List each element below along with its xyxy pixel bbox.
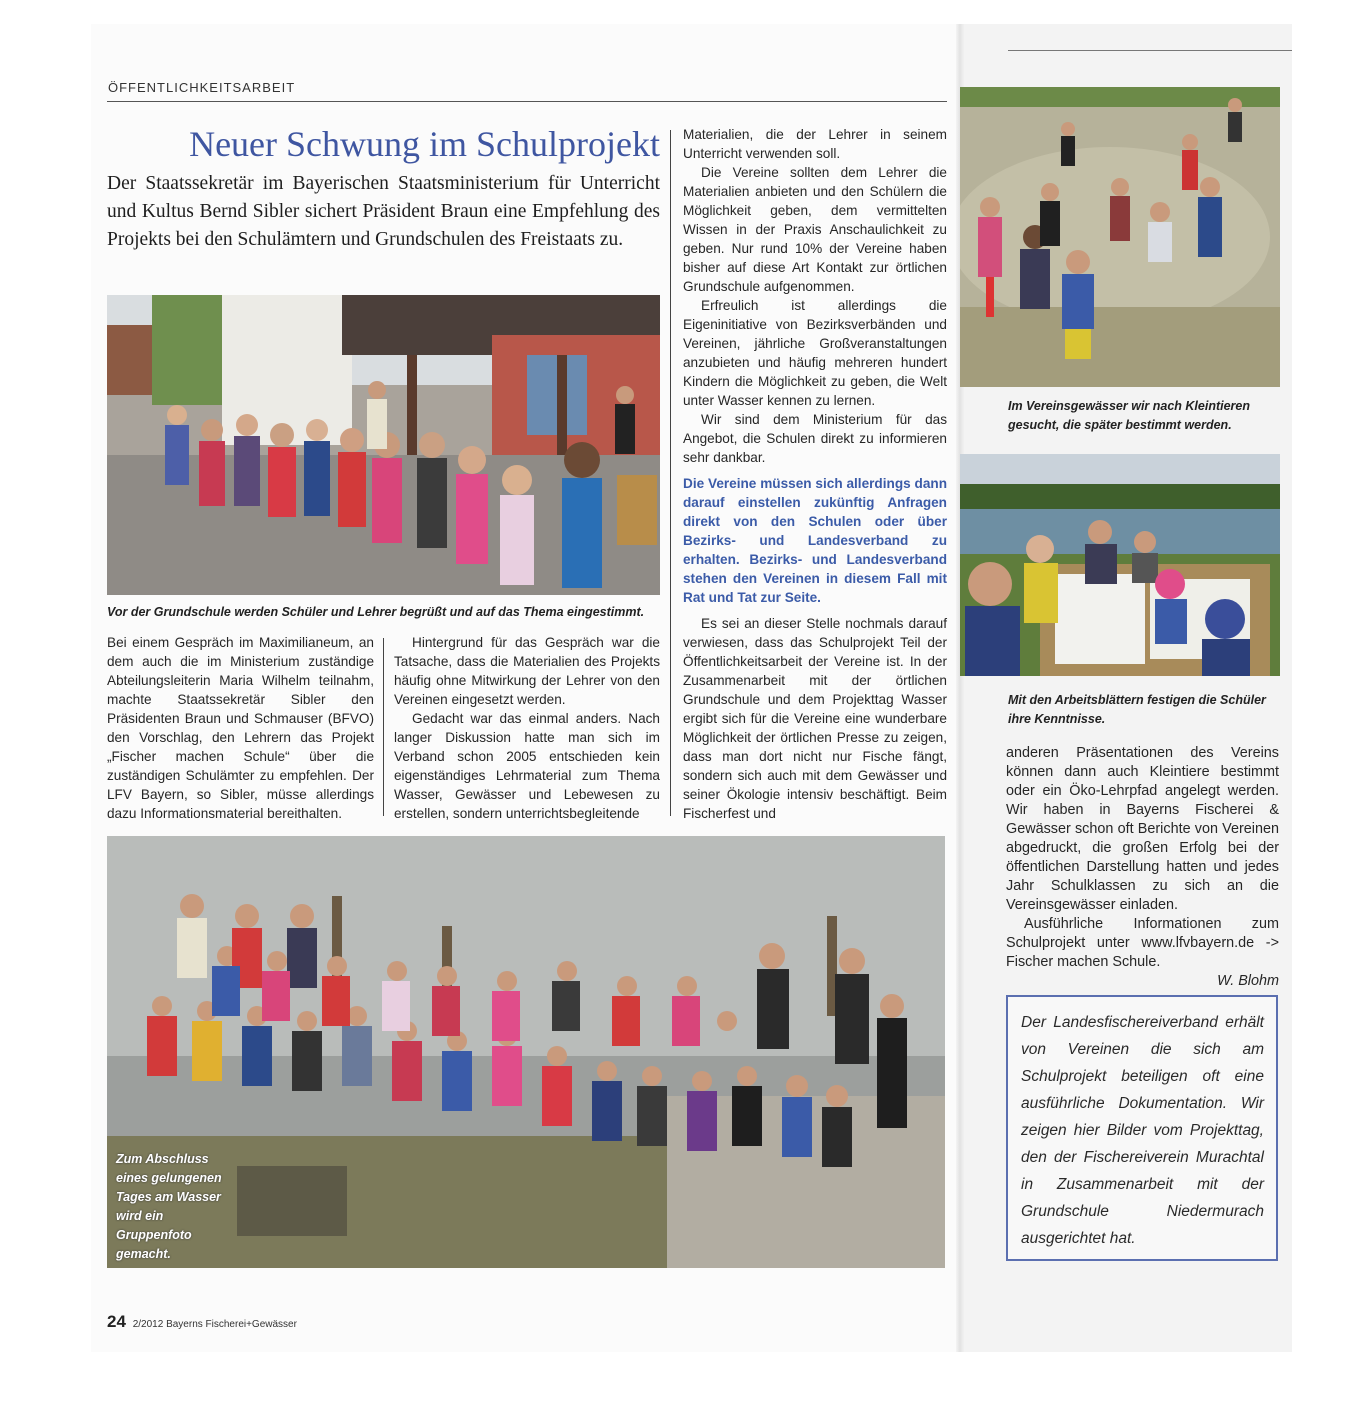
paragraph: anderen Präsentationen des Vereins können dann auch Kleintiere bestimmt oder ein Öko-Lehrpfad angelegt werden. Wir haben in Bayerns Fischerei & Gewässer schon oft Berichte von Vereinen abgedruckt, die großen Erfolg bei der öffentlichen Darstellung hatten und jedes Jahr Schulklassen zu sich an die Vereinsgewässer einladen. bbox=[1006, 745, 1279, 913]
column-divider bbox=[383, 638, 384, 816]
photo-worksheets bbox=[960, 454, 1280, 676]
section-label: ÖFFENTLICHKEITSARBEIT bbox=[108, 80, 296, 95]
article-subtitle: Der Staatssekretär im Bayerischen Staatsministerium für Unterricht und Kultus Bernd Sibler sichert Präsident Braun eine Empfehlung des Projekts bei den Schulämtern und Grundschulen des Freistaats zu. bbox=[107, 173, 660, 250]
text-column-1 bbox=[107, 633, 374, 823]
caption-worksheets: Mit den Arbeitsblättern festigen die Schüler ihre Kenntnisse. bbox=[1008, 693, 1266, 726]
author: W. Blohm bbox=[1217, 973, 1279, 989]
paragraph: Gedacht war das einmal anders. Nach langer Diskussion hatte man sich im Verband schon 2005 entschieden kein eigenständiges Lehrmaterial zum Thema Wasser, Gewässer und Lebewesen zu erstellen, sondern unterrichtsbegleitende bbox=[394, 711, 660, 821]
caption-water: Im Vereinsgewässer wir nach Kleintieren gesucht, die später bestimmt werden. bbox=[1008, 399, 1250, 432]
highlight-paragraph: Die Vereine müssen sich allerdings dann darauf einstellen zukünftig Anfragen direkt von den Schulen oder über Bezirks- und Landesverband zu erhalten. Bezirks- und Landesverband stehen den Vereinen in diesem Fall mit Rat und Tat zur Seite. bbox=[683, 476, 947, 605]
text-column-4 bbox=[1006, 744, 1279, 991]
photo-water-search bbox=[960, 87, 1280, 387]
issue-label: 2/2012 Bayerns Fischerei+Gewässer bbox=[132, 1319, 297, 1330]
paragraph: Wir sind dem Ministerium für das Angebot, die Schulen direkt zu informieren sehr dankbar. bbox=[683, 412, 947, 465]
caption-group: Zum Abschluss eines gelungenen Tages am Wasser wird ein Gruppenfoto gemacht. bbox=[116, 1152, 222, 1261]
paragraph: Materialien, die der Lehrer in seinem Unterricht verwenden soll. bbox=[683, 127, 947, 161]
info-box: Der Landesfischereiverband erhält von Vereinen die sich am Schulprojekt beteiligen oft eine ausführliche Dokumentation. Wir zeigen hier Bilder vom Projekttag, den der Fischereiverein Murachtal in Zusammenarbeit mit der Grundschule Niedermurach ausgerichtet hat. bbox=[1006, 995, 1278, 1261]
paragraph: Erfreulich ist allerdings die Eigeninitiative von Bezirksverbänden und Vereinen, jährliche Großveranstaltungen anzubieten und häufig mehreren hundert Kindern die Möglichkeit zu geben, die Welt unter Wasser kennen zu lernen. bbox=[683, 298, 947, 408]
text-column-3-bottom bbox=[683, 614, 947, 823]
photo-school-courtyard bbox=[107, 295, 660, 595]
paragraph: Es sei an dieser Stelle nochmals darauf verwiesen, dass das Schulprojekt Teil der Öffentlichkeitsarbeit der Vereine ist. In der Zusammenarbeit mit der örtlichen Grundschule und dem Projekttag Wasser ergibt sich für die Vereine eine wunderbare Möglichkeit der örtlichen Presse zu zeigen, dass man dort nicht nur Fische fängt, sondern sich auch mit dem Gewässer und seiner Ökologie intensiv beschäftigt. Beim Fischerfest und bbox=[683, 616, 947, 821]
caption-school: Vor der Grundschule werden Schüler und Lehrer begrüßt und auf das Thema eingestimmt. bbox=[107, 605, 645, 619]
paragraph: Ausführliche Informationen zum Schulprojekt unter www.lfvbayern.de -> Fischer machen Schule. bbox=[1006, 916, 1279, 970]
paragraph: Die Vereine sollten dem Lehrer die Materialien anbieten und den Schülern die Möglichkeit geben, dem vermittelten Wissen in der Praxis Anschaulichkeit zu geben. Nur rund 10% der Vereine haben bisher auf diese Art Kontakt zur örtlichen Grundschule aufgenommen. bbox=[683, 165, 947, 294]
paragraph: Hintergrund für das Gespräch war die Tatsache, dass die Materialien des Projekts häufig ohne Mitwirkung der Lehrer von den Vereinen eingesetzt werden. bbox=[394, 635, 660, 707]
page-footer bbox=[107, 1312, 297, 1332]
article-title: Neuer Schwung im Schulprojekt bbox=[189, 124, 660, 164]
text-column-2 bbox=[394, 633, 660, 823]
header-rule bbox=[107, 101, 947, 102]
text-column-3-top bbox=[683, 125, 947, 467]
column-divider bbox=[670, 130, 671, 816]
paragraph: Bei einem Gespräch im Maximilianeum, an dem auch die im Ministerium zuständige Abteilungsleiterin Maria Wilhelm teilnahm, machte Staatssekretär Sibler den Präsidenten Braun und Schmauser (BFVO) den Vorschlag, den Lehrern das Projekt „Fischer machen Schule“ über die zuständigen Schulämter zu empfehlen. Der LFV Bayern, so Sibler, müsse allerdings dazu Informationsmaterial bereithalten. bbox=[107, 635, 374, 821]
right-header-rule bbox=[1008, 50, 1292, 51]
page-number: 24 bbox=[107, 1312, 126, 1331]
